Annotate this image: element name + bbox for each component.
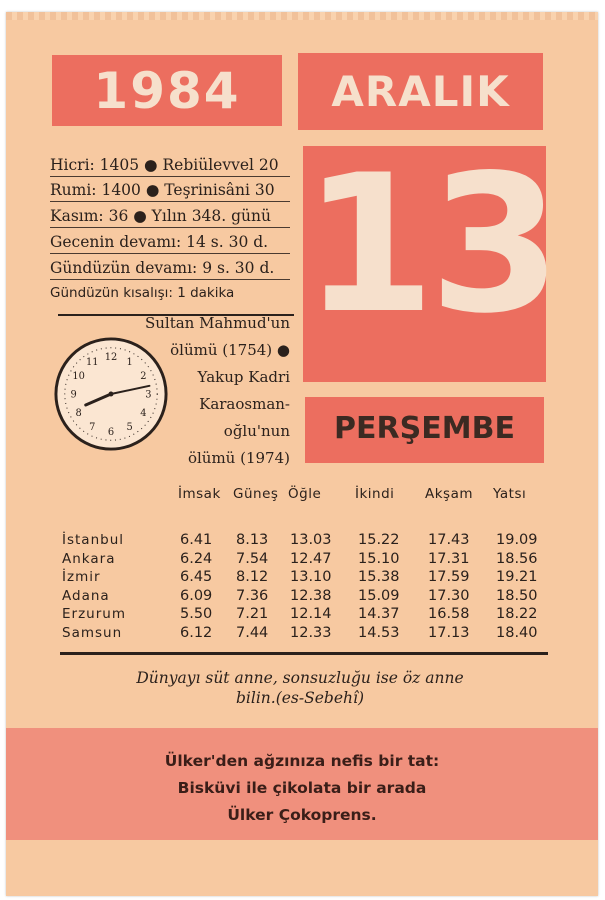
col-header-aksam: Akşam — [425, 486, 474, 502]
time-cell: 15.09 — [358, 587, 400, 604]
col-header-ogle: Öğle — [288, 486, 322, 502]
city-name: İstanbul — [62, 532, 125, 548]
note-line: Karaosman- — [199, 395, 290, 413]
clock-numeral: 6 — [107, 426, 115, 438]
time-cell: 16.58 — [428, 606, 470, 622]
info-line-shortening: Gündüzün kısalışı: 1 dakika — [50, 285, 235, 301]
time-cell: 17.13 — [428, 624, 470, 641]
time-cell: 19.21 — [496, 569, 538, 585]
time-cell: 13.10 — [290, 569, 332, 585]
time-cell: 18.22 — [496, 606, 538, 622]
quote-line-1: Dünyayı süt anne, sonsuzluğu ise öz anne — [136, 669, 464, 687]
col-header-yatsi: Yatsı — [493, 486, 527, 502]
table-divider — [60, 652, 548, 655]
info-line-hicri: Hicri: 1405 ● Rebiülevvel 20 — [50, 156, 290, 177]
col-header-ikindi: İkindi — [355, 486, 395, 502]
time-cell: 6.41 — [180, 532, 213, 548]
time-cell: 8.13 — [236, 532, 269, 548]
time-cell: 8.12 — [236, 569, 269, 585]
time-cell: 17.31 — [428, 550, 470, 567]
time-cell: 17.59 — [428, 569, 470, 585]
day-number: 13 — [303, 134, 556, 355]
weekday-box — [305, 397, 544, 463]
note-line: oğlu'nun — [223, 422, 290, 440]
time-cell: 17.43 — [428, 532, 470, 548]
note-line: Yakup Kadri — [197, 368, 290, 386]
year-label: 1984 — [93, 62, 241, 120]
time-cell: 12.38 — [290, 587, 332, 604]
time-cell: 6.45 — [180, 569, 213, 585]
info-line-day: Gündüzün devamı: 9 s. 30 d. — [50, 259, 290, 280]
month-box — [298, 53, 543, 130]
info-line-kasim: Kasım: 36 ● Yılın 348. günü — [50, 207, 290, 228]
ad-line-3: Ülker Çokoprens. — [227, 806, 377, 824]
time-cell: 12.47 — [290, 550, 332, 567]
quote-line-2: bilin.(es-Sebehî) — [236, 689, 364, 707]
time-cell: 12.33 — [290, 624, 332, 641]
clock-numeral: 4 — [140, 408, 147, 420]
city-name: Samsun — [62, 624, 123, 641]
time-cell: 6.24 — [180, 550, 213, 567]
time-cell: 18.40 — [496, 624, 538, 641]
clock-numeral: 7 — [89, 421, 96, 433]
time-cell: 6.12 — [180, 624, 213, 641]
col-header-gunes: Güneş — [233, 486, 279, 502]
clock-numeral: 2 — [140, 370, 147, 382]
advertisement-band — [6, 728, 598, 840]
info-line-rumi: Rumi: 1400 ● Teşrinisâni 30 — [50, 181, 290, 202]
note-line: ölümü (1754) ● — [170, 341, 290, 359]
time-cell: 15.10 — [358, 550, 400, 567]
info-line-night: Gecenin devamı: 14 s. 30 d. — [50, 233, 290, 254]
city-name: İzmir — [62, 569, 101, 585]
time-cell: 17.30 — [428, 587, 470, 604]
col-header-imsak: İmsak — [178, 486, 221, 502]
time-cell: 15.38 — [358, 569, 400, 585]
time-cell: 15.22 — [358, 532, 400, 548]
time-cell: 12.14 — [290, 606, 332, 622]
time-cell: 7.54 — [236, 550, 269, 567]
time-cell: 6.09 — [180, 587, 213, 604]
city-name: Adana — [62, 587, 110, 604]
time-cell: 13.03 — [290, 532, 332, 548]
ad-line-1: Ülker'den ağzınıza nefis bir tat: — [164, 752, 440, 770]
daily-quote — [60, 668, 540, 708]
year-box — [52, 55, 282, 126]
ad-line-2: Bisküvi ile çikolata bir arada — [177, 779, 427, 797]
time-cell: 19.09 — [496, 532, 538, 548]
note-line: Sultan Mahmud'un — [144, 314, 290, 332]
clock-icon — [52, 335, 170, 453]
note-line: ölümü (1974) — [187, 449, 290, 467]
clock-numeral: 11 — [86, 357, 99, 369]
time-cell: 18.50 — [496, 587, 538, 604]
city-name: Ankara — [62, 550, 116, 567]
clock-numeral: 1 — [126, 357, 133, 369]
clock-numeral: 5 — [126, 421, 133, 433]
city-name: Erzurum — [62, 606, 126, 622]
time-cell: 18.56 — [496, 550, 538, 567]
weekday-label: PERŞEMBE — [334, 411, 515, 446]
time-cell: 7.36 — [236, 587, 269, 604]
time-cell: 7.21 — [236, 606, 269, 622]
clock-numeral: 12 — [104, 352, 118, 364]
day-box — [303, 134, 556, 382]
month-label: ARALIK — [331, 67, 510, 116]
time-cell: 5.50 — [180, 606, 213, 622]
time-cell: 14.37 — [358, 606, 400, 622]
clock-numeral: 8 — [75, 408, 82, 420]
advertisement-text — [6, 748, 598, 829]
clock-numeral: 10 — [72, 370, 85, 382]
clock-numeral: 9 — [70, 389, 77, 401]
time-cell: 14.53 — [358, 624, 400, 641]
clock-numeral: 3 — [145, 389, 152, 401]
time-cell: 7.44 — [236, 624, 269, 641]
